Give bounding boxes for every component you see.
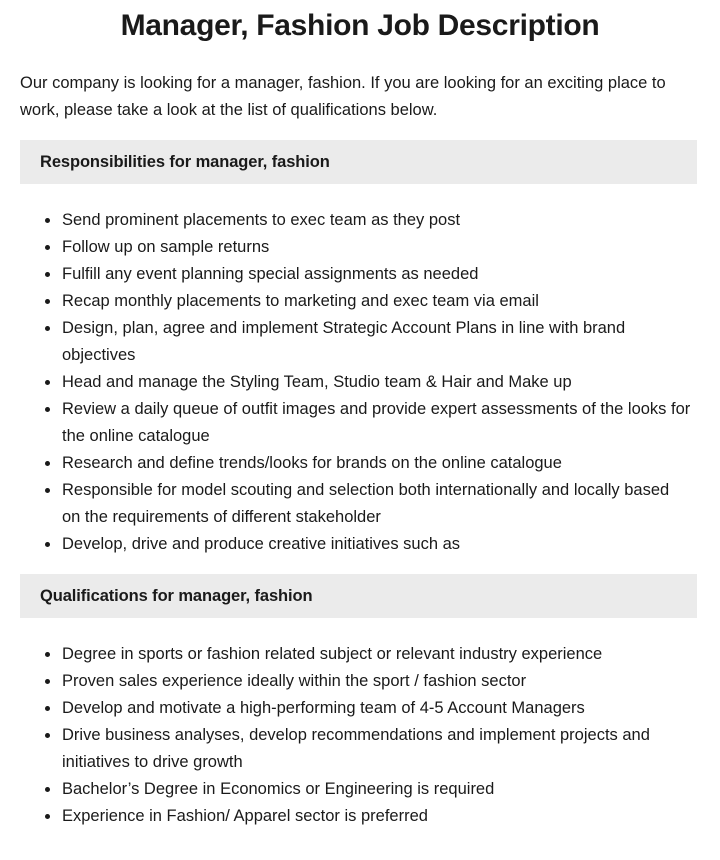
- list-item: Head and manage the Styling Team, Studio team & Hair and Make up: [62, 369, 692, 396]
- list-item: Develop, drive and produce creative initiatives such as: [62, 531, 692, 558]
- responsibilities-list: [0, 184, 720, 558]
- qualifications-list: [0, 618, 720, 830]
- list-item: Recap monthly placements to marketing and exec team via email: [62, 288, 692, 315]
- list-item: Experience in Fashion/ Apparel sector is preferred: [62, 803, 692, 830]
- list-item: Follow up on sample returns: [62, 234, 692, 261]
- list-item: Review a daily queue of outfit images and provide expert assessments of the looks for the online catalogue: [62, 396, 692, 450]
- list-item: Fulfill any event planning special assignments as needed: [62, 261, 692, 288]
- section-heading: Responsibilities for manager, fashion: [40, 152, 330, 171]
- list-item: Bachelor’s Degree in Economics or Engineering is required: [62, 776, 692, 803]
- intro-paragraph: Our company is looking for a manager, fashion. If you are looking for an exciting place to work, please take a look at the list of qualifications below.: [20, 74, 666, 119]
- list-item: Send prominent placements to exec team as they post: [62, 207, 692, 234]
- page-title: Manager, Fashion Job Description: [120, 9, 600, 42]
- section-heading: Qualifications for manager, fashion: [40, 586, 313, 605]
- list-item: Degree in sports or fashion related subject or relevant industry experience: [62, 641, 692, 668]
- list-item: Drive business analyses, develop recommendations and implement projects and initiatives to drive growth: [62, 722, 692, 776]
- list-item: Research and define trends/looks for brands on the online catalogue: [62, 450, 692, 477]
- responsibilities-section: [0, 140, 720, 558]
- responsibilities-header-bar: [20, 140, 697, 184]
- job-description-page: [0, 8, 720, 860]
- list-item: Responsible for model scouting and selection both internationally and locally based on the requirements of different stakeholder: [62, 477, 692, 531]
- qualifications-header-bar: [20, 574, 697, 618]
- list-item: Develop and motivate a high-performing team of 4-5 Account Managers: [62, 695, 692, 722]
- list-item: Proven sales experience ideally within the sport / fashion sector: [62, 668, 692, 695]
- qualifications-section: [0, 574, 720, 830]
- list-item: Design, plan, agree and implement Strategic Account Plans in line with brand objectives: [62, 315, 692, 369]
